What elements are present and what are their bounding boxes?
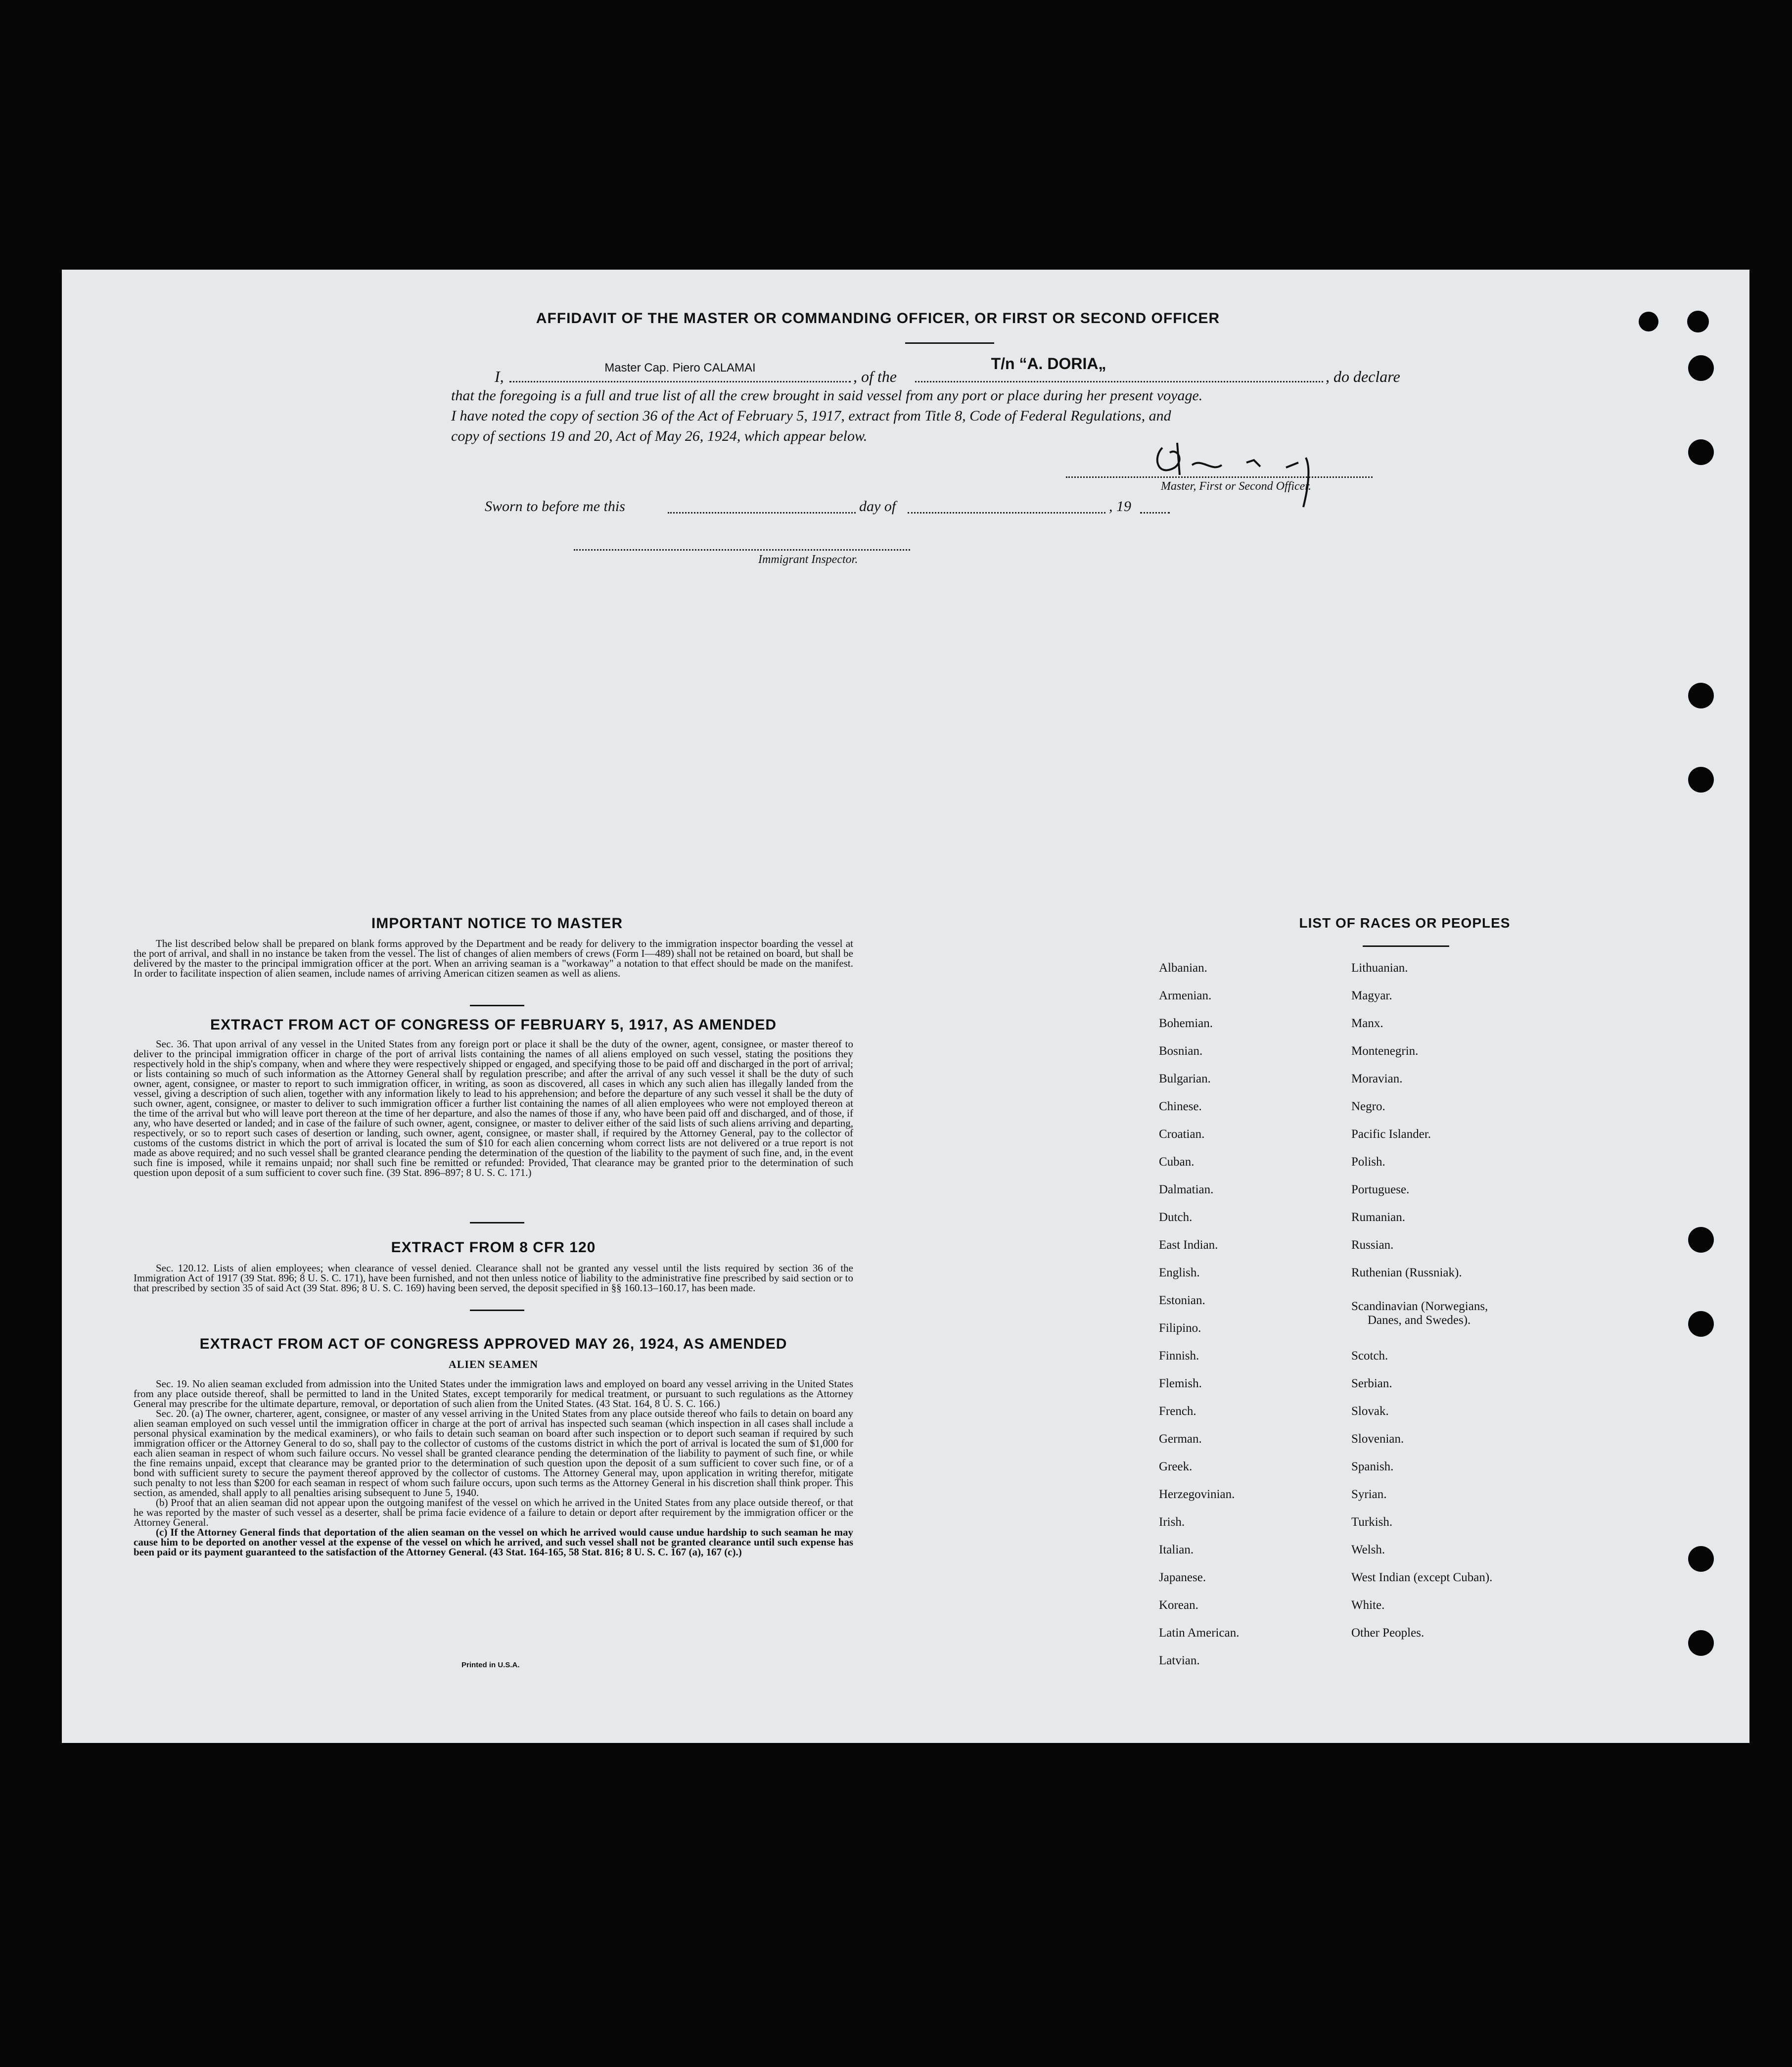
race-right: Lithuanian.	[1351, 961, 1408, 975]
punch-hole	[1688, 767, 1714, 793]
inspector-caption: Immigrant Inspector.	[758, 553, 858, 566]
punch-hole	[1688, 1630, 1714, 1656]
document-page	[62, 270, 1749, 1743]
punch-hole	[1688, 1546, 1714, 1572]
race-left: Latin American.	[1159, 1626, 1240, 1640]
races-title: LIST OF RACES OR PEOPLES	[1299, 915, 1511, 931]
race-left: East Indian.	[1159, 1238, 1218, 1252]
affidavit-title: AFFIDAVIT OF THE MASTER OR COMMANDING OFFICER, OR FIRST OR SECOND OFFICER	[536, 310, 1220, 327]
day-of-text: day of	[859, 498, 896, 515]
race-left: Bosnian.	[1159, 1044, 1203, 1058]
race-right: Scotch.	[1351, 1349, 1388, 1362]
race-right: Manx.	[1351, 1017, 1383, 1030]
punch-hole	[1688, 683, 1714, 708]
signature-dotted-line	[1066, 476, 1373, 478]
race-right: Welsh.	[1351, 1543, 1385, 1556]
alien-seamen-subtitle: ALIEN SEAMEN	[448, 1358, 539, 1370]
races-divider	[1363, 945, 1449, 947]
name-dotted-line	[509, 381, 851, 382]
race-left: German.	[1159, 1432, 1202, 1446]
race-left: Japanese.	[1159, 1571, 1206, 1584]
affidavit-line-4: copy of sections 19 and 20, Act of May 26, 1924, which appear below.	[451, 428, 868, 444]
race-right: Other Peoples.	[1351, 1626, 1424, 1640]
race-right: Slovak.	[1351, 1405, 1389, 1418]
sworn-text: Sworn to before me this	[485, 498, 625, 515]
master-name: Master Cap. Piero CALAMAI	[604, 361, 756, 375]
punch-hole	[1688, 1311, 1714, 1337]
punch-hole	[1639, 312, 1658, 331]
race-left: Cuban.	[1159, 1155, 1195, 1169]
extract-1924-body	[134, 1379, 853, 1557]
race-left: Irish.	[1159, 1515, 1185, 1529]
race-right: Portuguese.	[1351, 1183, 1410, 1196]
race-right: Ruthenian (Russniak).	[1351, 1266, 1462, 1279]
race-right: White.	[1351, 1598, 1385, 1612]
race-left: Dutch.	[1159, 1211, 1193, 1224]
section-divider	[470, 1005, 524, 1006]
printed-in-usa: Printed in U.S.A.	[461, 1661, 520, 1669]
race-right: Scandinavian (Norwegians,	[1351, 1300, 1488, 1313]
race-left: Croatian.	[1159, 1127, 1205, 1141]
race-right: Slovenian.	[1351, 1432, 1404, 1446]
sec-19-text: Sec. 19. No alien seaman excluded from admission into the United States under the immigration laws and employed on board any vessel arriving in the United States from any place outside thereof, shall be permitted to land in the United States, except temporarily for medical treatment, or pursuant to such regulations as the Attorney General may prescribe for the ultimate departure, removal, or deportation of such alien from the United States. (43 Stat. 164, 8 U. S. C. 166.)	[134, 1378, 853, 1409]
notice-body: The list described below shall be prepared on blank forms approved by the Department and be ready for delivery to the immigration inspector boarding the vessel at the port of arrival, and shall in no instance be taken from the vessel. The list of changes of alien members of crews (Form I—489) shall not be retained on board, but shall be delivered by the master to the principal immigration officer at the port. When an arriving seaman is a "workaway" a notation to that effect should be made on the manifest. In order to facilitate inspection of alien seamen, include names of arriving American citizen seamen as well as aliens.	[134, 938, 853, 979]
day-dotted-line	[668, 512, 856, 514]
race-right: Russian.	[1351, 1238, 1394, 1252]
month-dotted-line	[908, 512, 1105, 514]
race-right: Negro.	[1351, 1100, 1385, 1113]
do-declare-text: , do declare	[1326, 368, 1400, 385]
extract-cfr-title: EXTRACT FROM 8 CFR 120	[391, 1239, 596, 1256]
race-left: English.	[1159, 1266, 1200, 1279]
year-dotted-line	[1140, 512, 1170, 514]
extract-1924-title: EXTRACT FROM ACT OF CONGRESS APPROVED MAY 26, 1924, AS AMENDED	[199, 1336, 787, 1352]
race-right: Rumanian.	[1351, 1211, 1406, 1224]
punch-hole	[1688, 1227, 1714, 1253]
race-right: Spanish.	[1351, 1460, 1394, 1473]
extract-1917-title: EXTRACT FROM ACT OF CONGRESS OF FEBRUARY 5, 1917, AS AMENDED	[210, 1017, 777, 1033]
sec-20a-text: Sec. 20. (a) The owner, charterer, agent, consignee, or master of any vessel arriving in the United States from any place outside thereof who fails to detain on board any alien seaman employed on such vessel until the immigration officer in charge at the port of arrival has inspected such seaman (which inspection in all cases shall include a personal physical examination by the medical examiners), or who fails to detain such seaman on board after such inspection or to deport such seaman if required by such immigration officer or the Attorney General to do so, shall pay to the collector of customs of the customs district in which the port of arrival is located the sum of $1,000 for each alien seaman in respect of whom such failure occurs. No vessel shall be granted clearance pending the determination of the liability to payment of such fine, or while the fine remains unpaid, except that clearance may be granted prior to the determination of such question upon the deposit of a sum sufficient to cover such fine, or of a bond with sufficient surety to secure the payment thereof approved by the collector of customs. The Attorney General may, upon application in writing therefor, mitigate such penalty to not less than $200 for each seaman in respect of whom such failure occurs, upon such terms as the Attorney General in his discretion shall think proper. This section, as amended, shall apply to all penalties arising subsequent to June 5, 1940.	[134, 1408, 853, 1499]
year-prefix: , 19	[1109, 498, 1131, 515]
section-divider	[470, 1310, 524, 1311]
race-left: Greek.	[1159, 1460, 1193, 1473]
race-left: Bulgarian.	[1159, 1072, 1211, 1085]
affidavit-line-2: that the foregoing is a full and true list of all the crew brought in said vessel from any port or place during her present voyage.	[451, 387, 1203, 404]
race-left: Bohemian.	[1159, 1017, 1213, 1030]
race-right: Montenegrin.	[1351, 1044, 1419, 1058]
race-right: Magyar.	[1351, 989, 1392, 1002]
race-left: Latvian.	[1159, 1654, 1200, 1667]
sec-20c-text: (c) If the Attorney General finds that deportation of the alien seaman on the vessel on which he arrived would cause undue hardship to such seaman he may cause him to be deported on another vessel at the expense of the vessel on which he arrived, and such vessel shall not be granted clearance until such expense has been paid or its payment guaranteed to the satisfaction of the Attorney General. (43 Stat. 164-165, 58 Stat. 816; 8 U. S. C. 167 (a), 167 (c).)	[134, 1526, 853, 1558]
extract-1917-body: Sec. 36. That upon arrival of any vessel in the United States from any foreign port or place it shall be the duty of the owner, agent, consignee, or master thereof to deliver to the principal immigration officer in charge of the port of arrival lists containing the names of all aliens employed on such vessel, stating the positions they respectively hold in the ship's company, when and where they were respectively shipped or engaged, and specifying those to be paid off and discharged in the port of arrival; or lists containing so much of such information as the Attorney General shall by regulation prescribe; and after the arrival of any such vessel it shall be the duty of such owner, agent, consignee, or master to report to such immigration officer, in writing, as soon as discovered, all cases in which any such alien has illegally landed from the vessel, giving a description of such alien, together with any information likely to lead to his apprehension; and before the departure of any such vessel it shall be the duty of such owner, agent, consignee, or master to deliver to such immigration officer a further list containing the names of all alien employees who were not employed thereon at the time of the arrival but who will leave port thereon at the time of her departure, and also the names of those if any, who have been paid off and discharged, and of those, if any, who have deserted or landed; and in case of the failure of such owner, agent, consignee, or master to deliver either of the said lists of such aliens arriving and departing, respectively, or so to report such cases of desertion or landing, such owner, agent, consignee, or master shall, if required by the Attorney General, pay to the collector of customs of the customs district in which the port of arrival is located the sum of $10 for each alien concerning whom correct lists are not delivered or a true report is not made as above required; and no such vessel shall be granted clearance pending the determination of the question of the liability to the payment of such fine, and, in the event such fine is imposed, while it remains unpaid; nor shall such fine be remitted or refunded: Provided, That clearance may be granted prior to the determination of such question upon deposit of a sum sufficient to cover such fine. (39 Stat. 896–897; 8 U. S. C. 171.)	[134, 1038, 853, 1178]
race-left: Chinese.	[1159, 1100, 1202, 1113]
race-left: Estonian.	[1159, 1294, 1205, 1307]
signature-caption: Master, First or Second Officer.	[1161, 480, 1311, 493]
race-left: Korean.	[1159, 1598, 1198, 1612]
section-divider	[470, 1222, 524, 1223]
inspector-dotted-line	[574, 549, 910, 551]
of-the-text: , of the	[853, 368, 897, 385]
sec-20b-text: (b) Proof that an alien seaman did not appear upon the outgoing manifest of the vessel on which he arrived in the United States from any place outside thereof, or that he was reported by the master of such vessel as a deserter, shall be prima facie evidence of a failure to detain or deport after requirement by the immigration officer or the Attorney General.	[134, 1497, 853, 1528]
affidavit-line-3: I have noted the copy of section 36 of the Act of February 5, 1917, extract from Title 8, Code of Federal Regulations, and	[451, 408, 1171, 424]
affidavit-line-1	[485, 355, 1439, 388]
title-divider	[905, 342, 994, 344]
race-right: West Indian (except Cuban).	[1351, 1571, 1493, 1584]
race-left: Herzegovinian.	[1159, 1488, 1235, 1501]
race-left: Dalmatian.	[1159, 1183, 1214, 1196]
race-right: Syrian.	[1351, 1488, 1387, 1501]
vessel-dotted-line	[915, 381, 1323, 382]
race-right: Turkish.	[1351, 1515, 1393, 1529]
punch-hole	[1688, 355, 1714, 381]
race-right: Pacific Islander.	[1351, 1127, 1431, 1141]
vessel-name: T/n “A. DORIA„	[991, 355, 1106, 373]
punch-hole	[1687, 311, 1709, 332]
race-left: Flemish.	[1159, 1377, 1202, 1390]
race-left: Armenian.	[1159, 989, 1212, 1002]
race-right: Serbian.	[1351, 1377, 1392, 1390]
race-right: Polish.	[1351, 1155, 1385, 1169]
race-left: Filipino.	[1159, 1321, 1201, 1335]
race-right: Danes, and Swedes).	[1368, 1314, 1471, 1327]
race-left: French.	[1159, 1405, 1196, 1418]
punch-hole	[1688, 439, 1714, 465]
sworn-line	[485, 498, 1227, 523]
race-left: Italian.	[1159, 1543, 1194, 1556]
extract-cfr-body: Sec. 120.12. Lists of alien employees; when clearance of vessel denied. Clearance shall not be granted any vessel until the lists required by section 36 of the Immigration Act of 1917 (39 Stat. 896; 8 U. S. C. 171), have been furnished, and not then unless notice of liability to the administrative fine prescribed by said section or to that prescribed by section 35 of said Act (39 Stat. 896; 8 U. S. C. 169) having been served, the deposit specified in §§ 160.13–160.17, has been made.	[134, 1262, 853, 1294]
notice-title: IMPORTANT NOTICE TO MASTER	[371, 915, 623, 932]
i-word: I,	[495, 368, 504, 385]
race-left: Finnish.	[1159, 1349, 1199, 1362]
race-left: Albanian.	[1159, 961, 1207, 975]
race-right: Moravian.	[1351, 1072, 1403, 1085]
